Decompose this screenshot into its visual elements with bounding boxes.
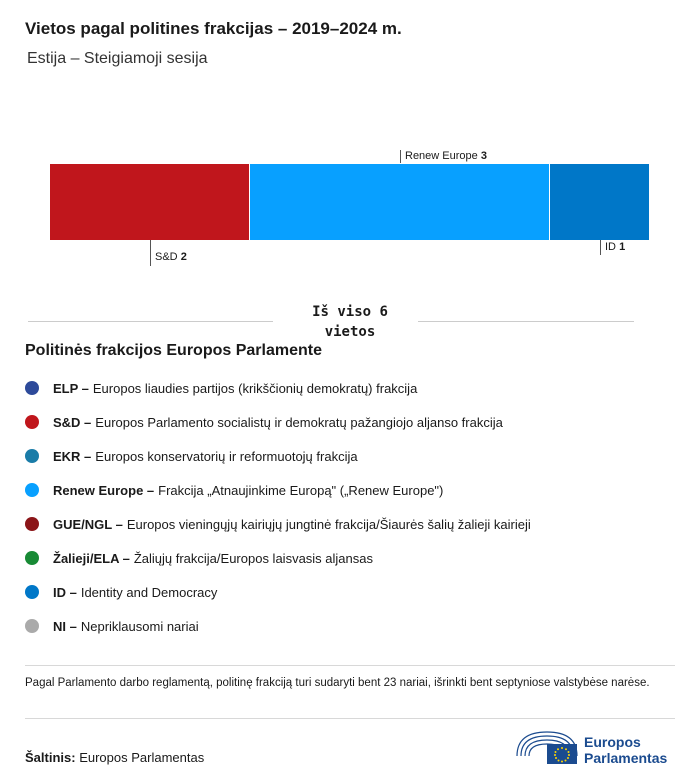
total-divider-left (28, 321, 273, 322)
legend-item-id (25, 575, 685, 609)
legend-item-ekr (25, 439, 685, 473)
segment-value: 2 (180, 251, 187, 263)
legend-dot (25, 415, 39, 429)
source-label: Šaltinis: (25, 750, 76, 765)
segment-name: ID (605, 241, 620, 253)
total-divider-right (418, 321, 634, 322)
logo-text (584, 734, 667, 766)
source-value: Europos Parlamentas (79, 750, 205, 765)
segment-value: 3 (480, 150, 487, 162)
bar-segment-s-d (50, 164, 250, 240)
bar-segment-id (550, 164, 650, 240)
chart-title: Vietos pagal politines frakcijas – 2019–2024 m. (25, 19, 402, 38)
note-divider-bottom (25, 718, 675, 719)
legend-desc: Europos Parlamento socialistų ir demokratų pažangiojo aljanso frakcija (95, 414, 503, 430)
segment-name: S&D (155, 251, 181, 263)
legend-dot (25, 551, 39, 565)
legend-abbr: EKR – (53, 448, 92, 464)
segment-label-renew-europe (400, 150, 487, 163)
logo-line2: Parlamentas (584, 750, 668, 766)
legend-desc: Europos liaudies partijos (krikščionių demokratų) frakcija (92, 380, 418, 396)
legend-abbr: S&D – (53, 414, 92, 430)
footnote: Pagal Parlamento darbo reglamentą, politinę frakciją turi sudaryti bent 23 nariai, išrinkti bent septyniose valstybėse narėse. (25, 677, 650, 689)
legend-abbr: ID – (53, 584, 77, 600)
legend-desc: Identity and Democracy (80, 584, 218, 600)
segment-value: 1 (619, 241, 626, 253)
european-parliament-logo (515, 726, 685, 770)
legend-item-sd (25, 405, 685, 439)
legend-abbr: ELP – (53, 380, 89, 396)
logo-line1: Europos (584, 734, 641, 750)
legend-dot (25, 585, 39, 599)
legend-abbr: Renew Europe – (53, 482, 155, 498)
legend-dot (25, 449, 39, 463)
bar-segment-renew-europe (250, 164, 550, 240)
legend-abbr: NI – (53, 618, 77, 634)
legend-item-ni (25, 609, 685, 643)
legend-dot (25, 483, 39, 497)
segment-name: Renew Europe (405, 150, 481, 162)
legend-dot (25, 517, 39, 531)
chart-subtitle: Estija – Steigiamoji sesija (27, 50, 208, 67)
stacked-bar-chart (0, 0, 700, 290)
total-seats-label: Iš viso 6 vietos (312, 304, 388, 340)
legend-item-renew (25, 473, 685, 507)
legend-abbr: GUE/NGL – (53, 516, 123, 532)
legend-desc: Frakcija „Atnaujinkime Europą" („Renew Europe") (158, 482, 444, 498)
legend-title: Politinės frakcijos Europos Parlamente (25, 342, 322, 359)
legend-item-greens (25, 541, 685, 575)
segment-label-s-d (150, 240, 187, 266)
parliament-emblem-icon (515, 726, 579, 770)
legend-desc: Europos konservatorių ir reformuotojų frakcija (95, 448, 358, 464)
legend-item-elp (25, 371, 685, 405)
legend-dot (25, 381, 39, 395)
segment-label-id (600, 240, 625, 255)
legend-desc: Žaliųjų frakcija/Europos laisvasis aljansas (133, 550, 373, 566)
source-line (25, 750, 204, 765)
legend-desc: Europos vieningųjų kairiųjų jungtinė frakcija/Šiaurės šalių žalieji kairieji (126, 516, 531, 532)
legend-desc: Nepriklausomi nariai (80, 618, 199, 634)
legend-dot (25, 619, 39, 633)
legend-abbr: Žalieji/ELA – (53, 550, 130, 566)
legend-list (25, 371, 685, 643)
legend-item-gue (25, 507, 685, 541)
note-divider-top (25, 665, 675, 666)
